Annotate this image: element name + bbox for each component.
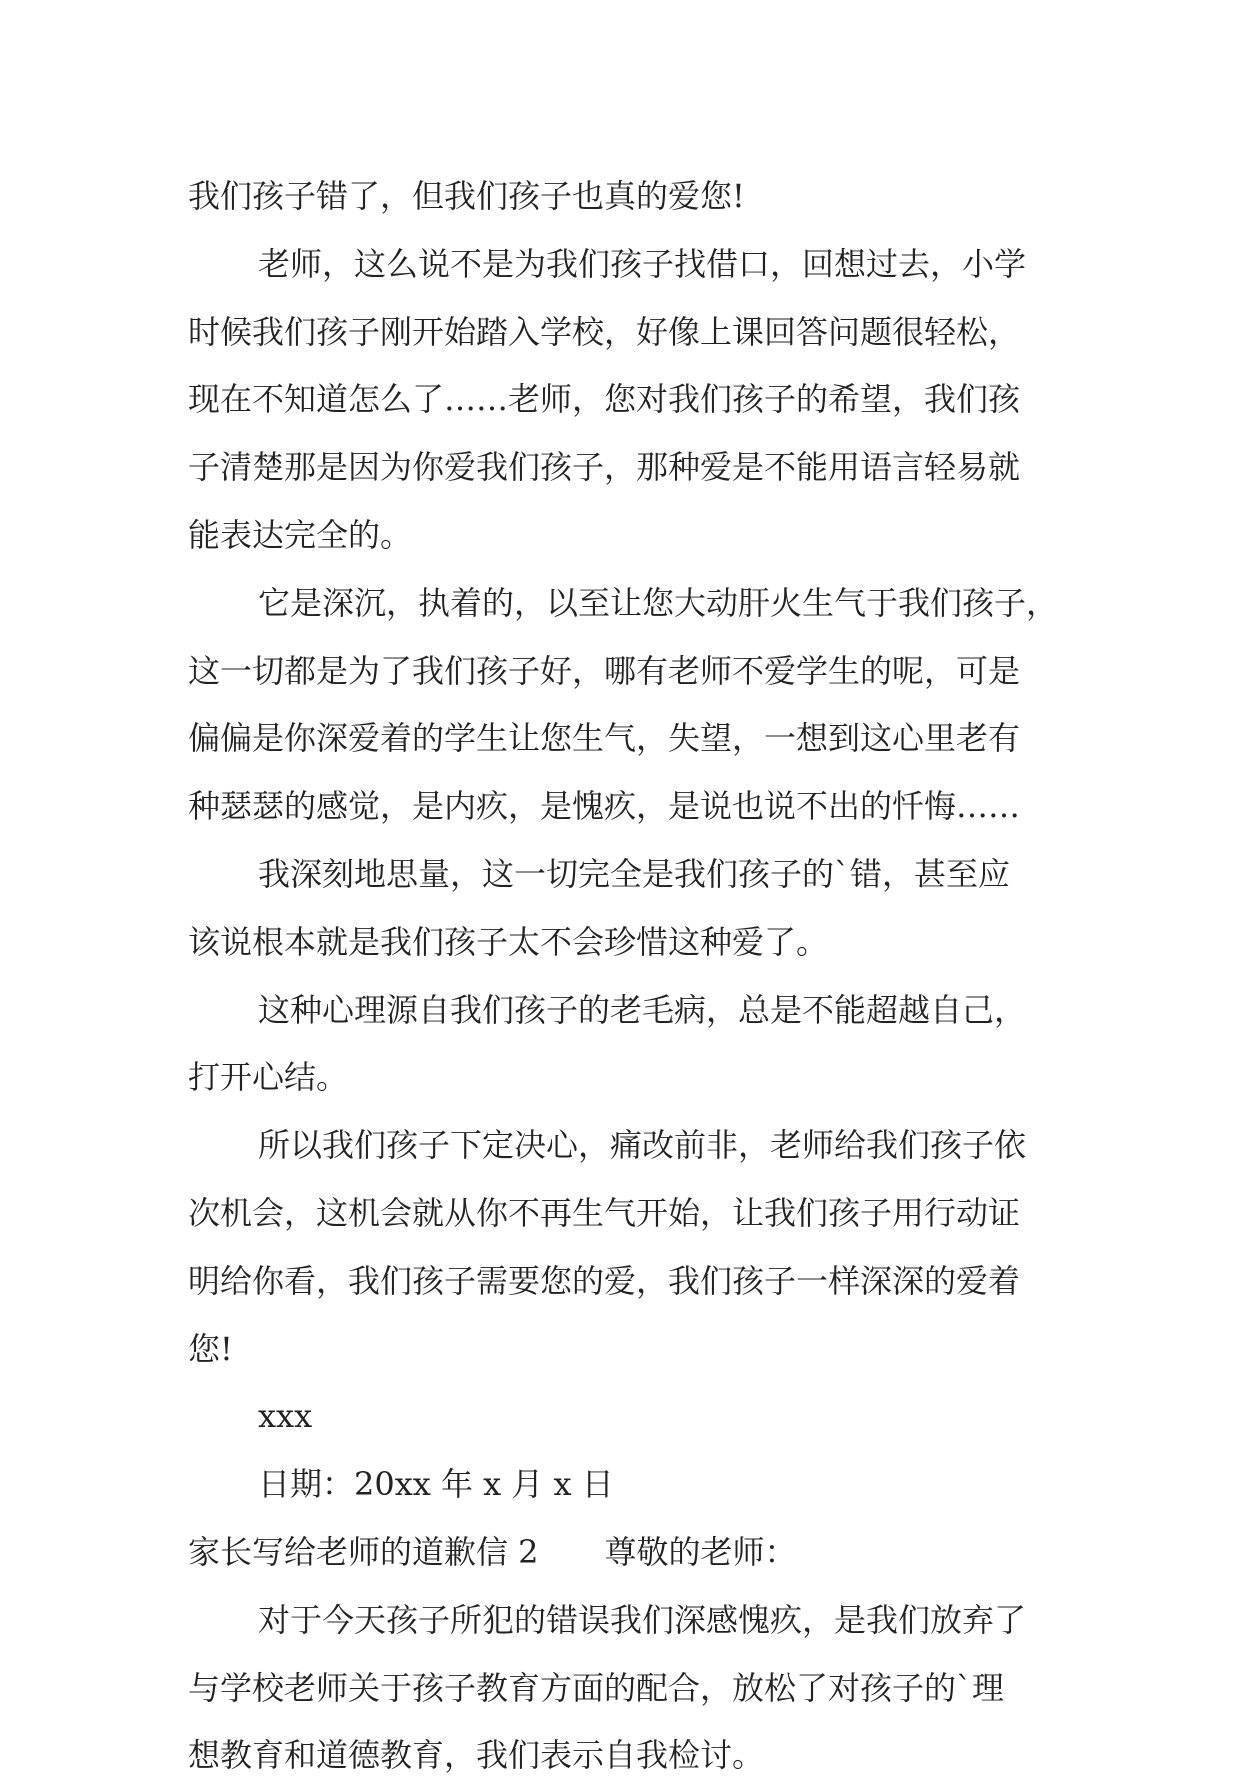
paragraph-line: 我深刻地思量，这一切完全是我们孩子的`错，甚至应 <box>258 854 1011 893</box>
date-line: 日期：20xx 年 x 月 x 日 <box>258 1465 614 1504</box>
paragraph-line: 您! <box>188 1329 233 1368</box>
section-title: 家长写给老师的道歉信 2 <box>188 1532 539 1571</box>
paragraph-line: 种瑟瑟的感觉，是内疚，是愧疚，是说也说不出的忏悔…… <box>188 787 1021 826</box>
paragraph-line: 打开心结。 <box>188 1058 349 1097</box>
paragraph-line: 明给你看，我们孩子需要您的爱，我们孩子一样深深的爱着 <box>188 1261 1021 1300</box>
paragraph-line: 子清楚那是因为你爱我们孩子，那种爱是不能用语言轻易就 <box>188 448 1021 487</box>
paragraph-line: 对于今天孩子所犯的错误我们深感愧疚，是我们放弃了 <box>258 1600 1027 1639</box>
section-heading-row <box>188 1519 1068 1587</box>
paragraph-line: 这种心理源自我们孩子的老毛病，总是不能超越自己， <box>258 990 1027 1029</box>
paragraph-line: 时候我们孩子刚开始踏入学校，好像上课回答问题很轻松， <box>188 312 1021 351</box>
paragraph-line: 这一切都是为了我们孩子好，哪有老师不爱学生的呢，可是 <box>188 651 1021 690</box>
paragraph-line: 想教育和道德教育，我们表示自我检讨。 <box>188 1736 765 1775</box>
paragraph-line: 现在不知道怎么了……老师，您对我们孩子的希望，我们孩 <box>188 380 1021 419</box>
paragraph-line: 偏偏是你深爱着的学生让您生气，失望，一想到这心里老有 <box>188 719 1021 758</box>
paragraph-line: 它是深沉，执着的，以至让您大动肝火生气于我们孩子， <box>258 583 1059 622</box>
paragraph-line: 能表达完全的。 <box>188 515 413 554</box>
paragraph-line: 老师，这么说不是为我们孩子找借口，回想过去，小学 <box>258 244 1027 283</box>
paragraph-line: 该说根本就是我们孩子太不会珍惜这种爱了。 <box>188 922 829 961</box>
signature: xxx <box>258 1397 313 1436</box>
paragraph-line: 与学校老师关于孩子教育方面的配合，放松了对孩子的`理 <box>188 1668 1005 1707</box>
paragraph-line: 次机会，这机会就从你不再生气开始，让我们孩子用行动证 <box>188 1193 1021 1232</box>
paragraph-line: 我们孩子错了，但我们孩子也真的爱您! <box>188 177 745 215</box>
paragraph-line: 所以我们孩子下定决心，痛改前非，老师给我们孩子依 <box>258 1126 1027 1165</box>
salutation: 尊敬的老师： <box>604 1532 797 1571</box>
letter-body <box>188 163 1068 1790</box>
